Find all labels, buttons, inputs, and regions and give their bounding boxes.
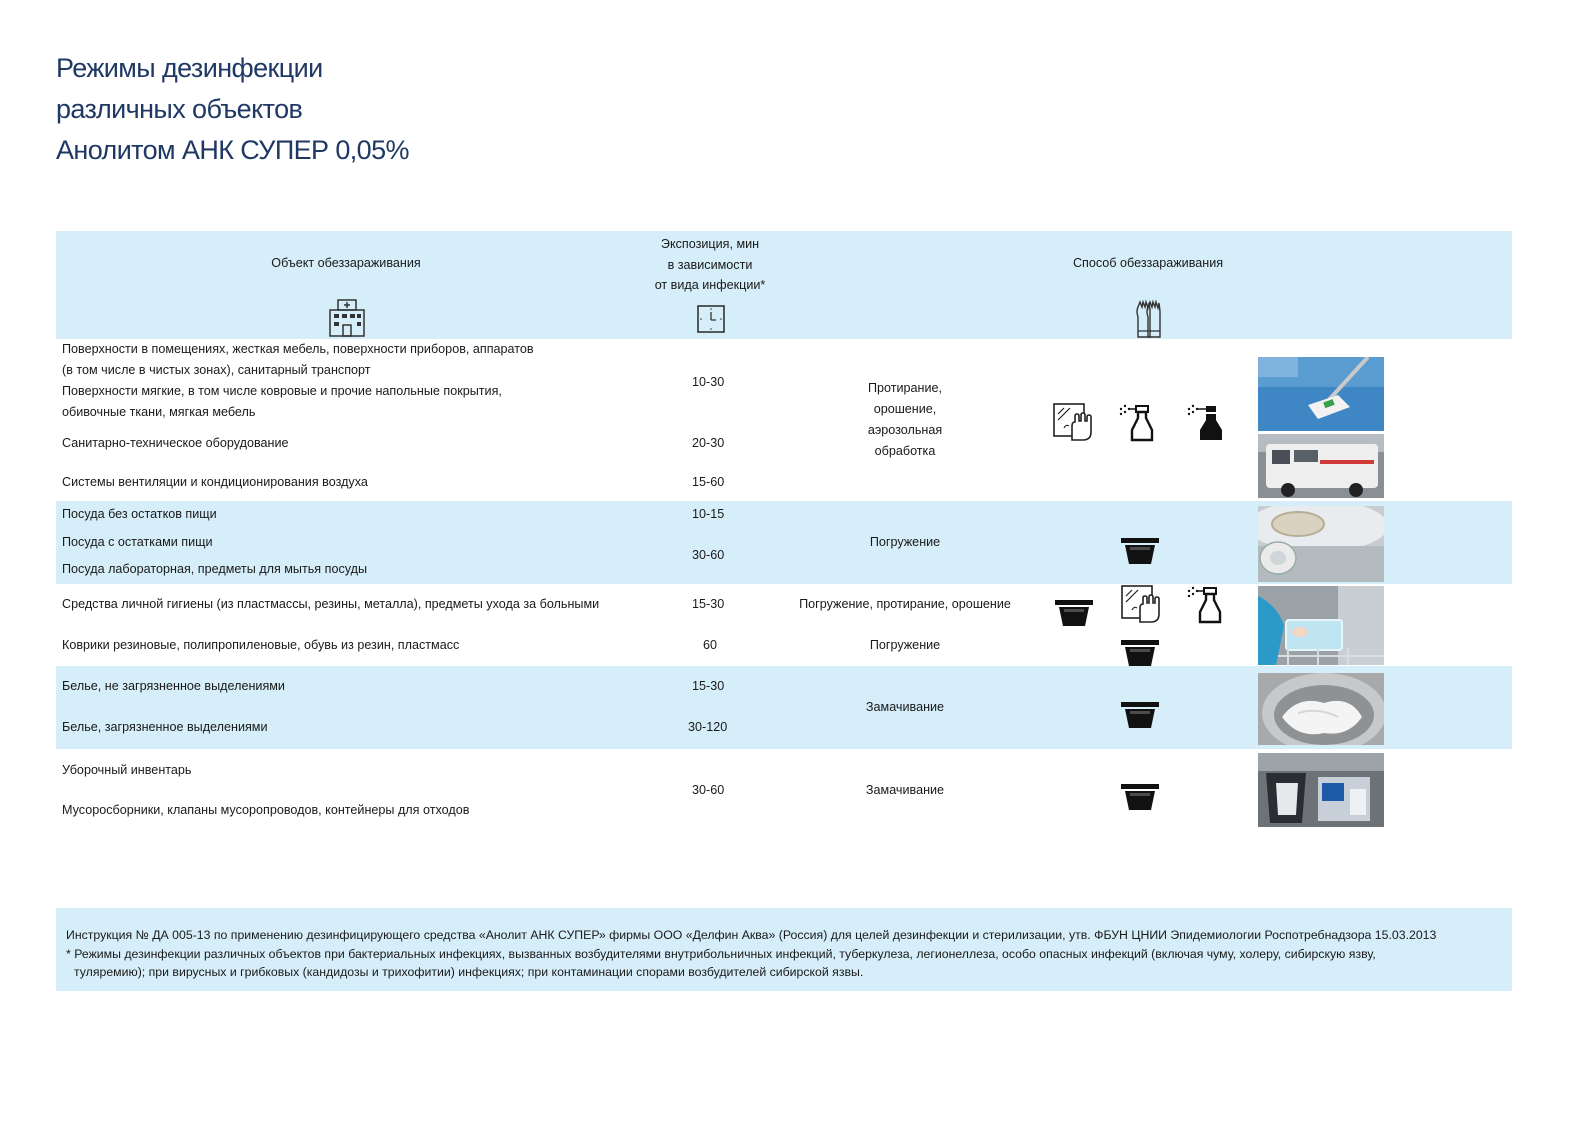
footnote [66,926,1506,982]
container-icon [1120,638,1160,668]
g4-object-1: Белье, не загрязненное выделениями [62,679,285,693]
footnote-line-1: Инструкция № ДА 005-13 по применению дезинфицирующего средства «Анолит АНК СУПЕР» фирмы ООО «Делфин Аква» (Россия) для целей дезинфекции и стерилизации, утв. ФБУН ЦНИИ Эпидемиологии Роспотребнадзора 15.03.2013 [66,928,1437,942]
dishes-photo [1258,506,1384,582]
spray-bottle-icon [1118,402,1158,442]
g2-object-2: Посуда с остатками пищи [62,535,213,549]
g2-method: Погружение [869,535,941,549]
header-object: Объект обеззараживания [271,256,421,270]
g3-object-2: Коврики резиновые, полипропиленовые, обувь из резин, пластмасс [62,638,460,652]
g1-exposure-1: 10-30 [692,375,725,389]
g1-method-line-2: орошение, [873,402,937,416]
g1-object-1d: обивочные ткани, мягкая мебель [62,405,256,419]
g1-method [805,378,1005,462]
g1-object-3: Системы вентиляции и кондиционирования воздуха [62,475,368,489]
g4-exposure-1: 15-30 [692,679,725,693]
g4-method: Замачивание [865,700,945,714]
header-method: Способ обеззараживания [1072,256,1224,270]
spray-bottle-icon [1186,584,1226,624]
g4-exposure-2: 30-120 [688,720,728,734]
g1-object-1a: Поверхности в помещениях, жесткая мебель, поверхности приборов, аппаратов [62,342,534,356]
g2-object-3: Посуда лабораторная, предметы для мытья посуды [62,562,368,576]
g1-method-line-1: Протирание, [867,381,943,395]
header-exposure-line-2: в зависимости [667,257,753,272]
ambulance-van-photo [1258,434,1384,498]
header-exposure-line-3: от вида инфекции* [654,278,766,292]
mop-floor-photo [1258,357,1384,431]
linen-basin-photo [1258,673,1384,745]
g5-method: Замачивание [865,783,945,797]
g2-exposure-2: 30-60 [692,548,725,562]
header-exposure [610,234,810,296]
wipe-icon [1120,584,1160,624]
g1-method-line-4: обработка [874,444,936,458]
g1-object-1c: Поверхности мягкие, в том числе ковровые и прочие напольные покрытия, [62,384,502,398]
container-icon [1120,782,1160,812]
g5-object-2: Мусоросборники, клапаны мусоропроводов, контейнеры для отходов [62,803,470,817]
g2-exposure-1: 10-15 [692,507,725,521]
wipe-icon [1052,402,1092,442]
title-line-3: Анолитом АНК СУПЕР 0,05% [56,135,409,165]
g1-object-1b: (в том числе в чистых зонах), санитарный транспорт [62,363,371,377]
g5-object-1: Уборочный инвентарь [62,763,192,777]
g4-object-2: Белье, загрязненное выделениями [62,720,268,734]
aerosol-icon [1186,402,1226,442]
g1-object-2: Санитарно-техническое оборудование [62,436,289,450]
g1-exposure-3: 15-60 [692,475,725,489]
g2-object-1: Посуда без остатков пищи [62,507,217,521]
g3-exposure-2: 60 [703,638,718,652]
title-line-2: различных объектов [56,94,303,124]
clock-icon [697,305,725,333]
group1-objects [62,339,622,423]
container-icon [1054,598,1094,628]
container-icon [1120,536,1160,566]
page-title [56,48,656,171]
g1-exposure-2: 20-30 [692,436,725,450]
g3-method-1: Погружение, протирание, орошение [799,597,1011,611]
hospital-icon [329,299,365,337]
cleaning-cart-photo [1258,753,1384,827]
g5-exposure: 30-60 [692,783,725,797]
g3-method-2: Погружение [869,638,941,652]
gloves-icon [1134,299,1164,339]
footnote-line-2: * Режимы дезинфекции различных объектов при бактериальных инфекциях, вызванных возбудителями внутрибольничных инфекций, туберкулеза, легионеллеза, особо опасных инфекций (включая чуму, холеру, сибирскую язву, [66,946,1376,961]
title-line-1: Режимы дезинфекции [56,53,323,83]
footnote-line-3: туляремию); при вирусных и грибковых (кандидозы и трихофитии) инфекциях; при контаминации спорами возбудителей сибирской язвы. [74,965,864,979]
container-icon [1120,700,1160,730]
g1-method-line-3: аэрозольная [867,423,943,437]
header-exposure-line-1: Экспозиция, мин [660,237,760,251]
g3-object-1: Средства личной гигиены (из пластмассы, резины, металла), предметы ухода за больными [62,597,600,611]
g3-exposure-1: 15-30 [692,597,725,611]
hygiene-items-photo [1258,586,1384,665]
